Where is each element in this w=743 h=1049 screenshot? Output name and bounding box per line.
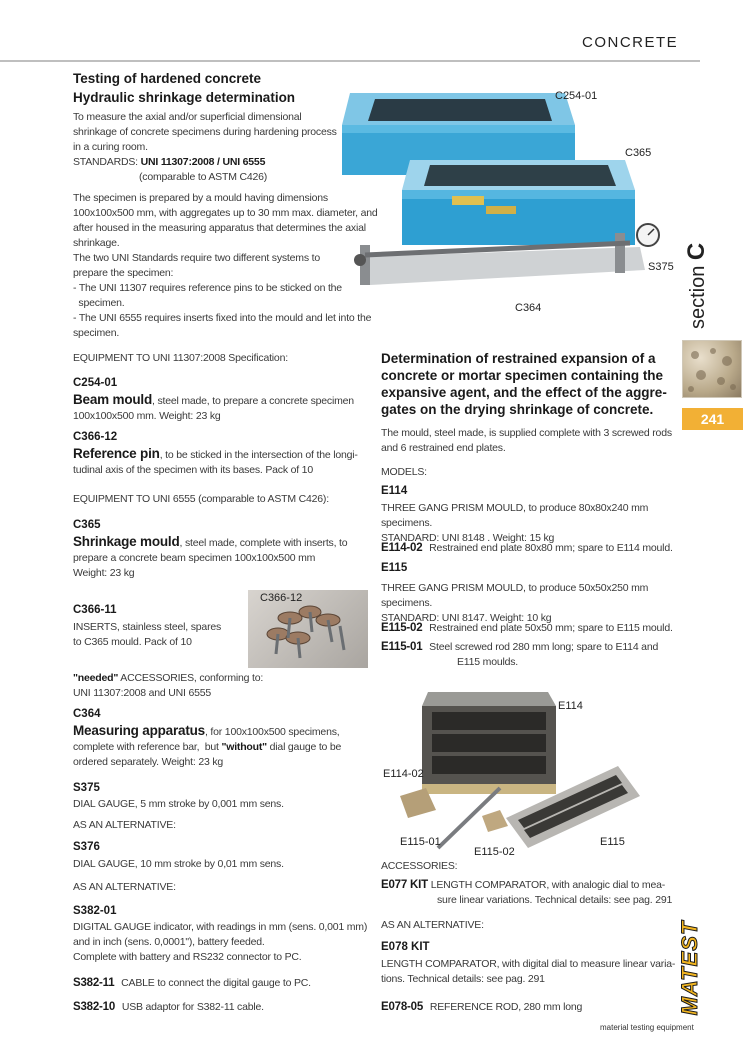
- label-c365: C365: [625, 147, 652, 159]
- code-e115: E115: [381, 562, 408, 574]
- desc-e078-line: LENGTH COMPARATOR, with digital dial to measure linear varia-: [381, 958, 676, 970]
- desc-s382-11: CABLE to connect the digital gauge to PC.: [121, 977, 311, 989]
- desc-s382-01-line: Complete with battery and RS232 connector to PC.: [73, 951, 302, 963]
- pin-photo-label: C366-12: [260, 592, 303, 604]
- desc-line: shrinkage.: [73, 237, 120, 249]
- section-thumbnail: [682, 340, 742, 398]
- code-s382-01: S382-01: [73, 905, 117, 917]
- right-desc-line: The mould, steel made, is supplied complete with 3 screwed rods: [381, 427, 672, 439]
- desc-e114: [381, 501, 681, 546]
- code-c366-12: C366-12: [73, 431, 118, 443]
- item-c364: [73, 723, 378, 770]
- item-s382-10: [73, 1000, 264, 1015]
- item-c254: [73, 392, 373, 424]
- desc-e115-02: Restrained end plate 50x50 mm; spare to E115 mould.: [429, 622, 673, 634]
- desc-c366-12-2: tudinal axis of the specimen with its bases. Pack of 10: [73, 464, 313, 476]
- desc-e114-line: STANDARD: UNI 8148 . Weight: 15 kg: [381, 532, 555, 544]
- desc-line: The specimen is prepared by a mould having dimensions: [73, 192, 328, 204]
- name-c365: Shrinkage mould: [73, 534, 180, 549]
- desc-s376: DIAL GAUGE, 10 mm stroke by 0,01 mm sens.: [73, 858, 284, 870]
- desc-e115-line: STANDARD: UNI 8147. Weight: 10 kg: [381, 612, 552, 624]
- intro-line: in a curing room.: [73, 141, 148, 153]
- name-c366-12: Reference pin: [73, 446, 160, 461]
- prism-moulds-image: [378, 688, 668, 860]
- desc-line: prepare the specimen:: [73, 267, 174, 279]
- label-c364: C364: [515, 302, 542, 314]
- item-s382-11: [73, 976, 311, 991]
- code-e115-02: E115-02: [381, 622, 423, 634]
- desc-e078-05: REFERENCE ROD, 280 mm long: [429, 1001, 583, 1013]
- right-heading-line: expansive agent, and the effect of the aggre-: [381, 385, 667, 400]
- right-heading: [381, 350, 681, 418]
- name-c364: Measuring apparatus: [73, 723, 205, 738]
- item-c366-12: [73, 446, 373, 478]
- item-e115-01: [381, 640, 681, 670]
- code-e114-02: E114-02: [381, 542, 423, 554]
- desc-line: after housed in the measuring apparatus that determines the axial: [73, 222, 366, 234]
- intro-text: [73, 110, 373, 185]
- page-number-tab: [682, 408, 743, 430]
- intro-line: shrinkage of concrete specimens during hardening process: [73, 126, 337, 138]
- right-heading-line: Determination of restrained expansion of a: [381, 351, 656, 366]
- desc-c364: , for 100x100x500 specimens,: [205, 726, 340, 738]
- section-label: [683, 219, 711, 329]
- desc-e114-line: THREE GANG PRISM MOULD, to produce 80x80x240 mm specimens.: [381, 502, 649, 529]
- code-e114: E114: [381, 485, 408, 497]
- desc-line: - The UNI 6555 requires inserts fixed into the mould and let into the specimen.: [73, 312, 372, 339]
- desc-e077-2: sure linear variations. Technical details: see pag. 291: [437, 894, 673, 906]
- desc-c365-2: prepare a concrete beam specimen 100x100x500 mm: [73, 552, 316, 564]
- accessories-label: ACCESSORIES:: [381, 860, 458, 872]
- desc-s382-01-line: DIGITAL GAUGE indicator, with readings in mm (sens. 0,001 mm): [73, 921, 368, 933]
- label-e114-02: E114-02: [383, 768, 424, 780]
- header-title: CONCRETE: [582, 34, 679, 51]
- desc-s382-01: [73, 920, 378, 965]
- desc-c366-11: INSERTS, stainless steel, spares: [73, 621, 222, 633]
- desc-e115: [381, 581, 681, 626]
- item-c366-11: [73, 620, 253, 650]
- name-c254: Beam mould: [73, 392, 153, 407]
- code-c254: C254-01: [73, 377, 118, 389]
- pins-photo: [248, 590, 368, 668]
- desc-c365: , steel made, complete with inserts, to: [179, 537, 348, 549]
- desc-line: The two UNI Standards require two different systems to: [73, 252, 320, 264]
- desc-c254: , steel made, to prepare a concrete specimen: [152, 395, 354, 407]
- footer-text: material testing equipment: [600, 1023, 694, 1032]
- desc-line: 100x100x500 mm, with aggregates up to 30 mm max. diameter, and: [73, 207, 378, 219]
- label-c254: C254-01: [555, 90, 598, 102]
- code-e077: E077 KIT: [381, 879, 428, 891]
- desc-e115-01-2: E115 moulds.: [457, 656, 519, 668]
- right-desc-line: and 6 restrained end plates.: [381, 442, 506, 454]
- desc-line: specimen.: [73, 297, 125, 309]
- code-e078-05: E078-05: [381, 1001, 424, 1013]
- heading-testing: Testing of hardened concrete: [73, 71, 262, 86]
- code-c366-11: C366-11: [73, 604, 117, 616]
- desc-c254-2: 100x100x500 mm. Weight: 23 kg: [73, 410, 221, 422]
- intro-line: To measure the axial and/or superficial dimensional: [73, 111, 302, 123]
- brand-plate: [452, 196, 484, 205]
- label-e115: E115: [600, 836, 625, 848]
- desc-s382-10: USB adaptor for S382-11 cable.: [121, 1001, 264, 1013]
- standards-line: [73, 155, 373, 170]
- desc-e114-02: Restrained end plate 80x80 mm; spare to E114 mould.: [429, 542, 673, 554]
- concrete-sample-icon: [683, 341, 741, 397]
- desc-c364-2b: dial gauge to be: [266, 741, 342, 753]
- desc-e077: LENGTH COMPARATOR, with analogic dial to mea-: [430, 879, 666, 891]
- code-e078: E078 KIT: [381, 941, 430, 953]
- item-e115-02: [381, 621, 673, 636]
- item-c365: [73, 534, 373, 581]
- desc-line: - The UNI 11307 requires reference pins to be sticked on the: [73, 282, 342, 294]
- description-text: [73, 191, 418, 341]
- right-heading-line: gates on the drying shrinkage of concrete.: [381, 402, 654, 417]
- desc-c364-2a: complete with reference bar, but: [73, 741, 222, 753]
- section-letter: C: [683, 242, 710, 261]
- label-e115-01: E115-01: [400, 836, 441, 848]
- heading-shrinkage: Hydraulic shrinkage determination: [73, 90, 296, 105]
- standards-value: UNI 11307:2008 / UNI 6555: [140, 156, 266, 168]
- header-bar: [0, 60, 700, 62]
- desc-c365-3: Weight: 23 kg: [73, 567, 135, 579]
- alternative-1: AS AN ALTERNATIVE:: [73, 819, 176, 831]
- alternative-2: AS AN ALTERNATIVE:: [73, 881, 176, 893]
- item-e114-02: [381, 541, 673, 556]
- code-c364: C364: [73, 708, 101, 720]
- needed-standards: UNI 11307:2008 and UNI 6555: [73, 687, 212, 699]
- models-label: MODELS:: [381, 466, 427, 478]
- desc-c364-3: ordered separately. Weight: 23 kg: [73, 756, 224, 768]
- code-c365: C365: [73, 519, 101, 531]
- needed-rest: ACCESSORIES, conforming to:: [118, 672, 264, 684]
- code-e115-01: E115-01: [381, 641, 423, 653]
- equipment-11307: EQUIPMENT TO UNI 11307:2008 Specification:: [73, 352, 288, 364]
- desc-s375: DIAL GAUGE, 5 mm stroke by 0,001 mm sens.: [73, 798, 284, 810]
- right-desc: [381, 426, 681, 456]
- section-tab: [676, 220, 716, 330]
- right-heading-line: concrete or mortar specimen containing the: [381, 368, 664, 383]
- desc-c366-11-2: to C365 mould. Pack of 10: [73, 636, 192, 648]
- standards-note: (comparable to ASTM C426): [139, 171, 268, 183]
- label-e115-02: E115-02: [474, 846, 515, 858]
- code-s382-10: S382-10: [73, 1001, 116, 1013]
- label-s375: S375: [648, 261, 674, 273]
- needed-accessories: [73, 671, 373, 701]
- code-s376: S376: [73, 841, 100, 853]
- code-s375: S375: [73, 782, 100, 794]
- page-number: 241: [700, 411, 725, 427]
- desc-s382-01-line: and in inch (sens. 0,0001"), battery feeded.: [73, 936, 265, 948]
- item-e078-05: [381, 1000, 582, 1015]
- standards-label: STANDARDS:: [73, 156, 138, 168]
- without-word: "without": [221, 741, 267, 753]
- needed-word: "needed": [73, 672, 119, 684]
- item-e077: [381, 878, 681, 908]
- code-s382-11: S382-11: [73, 977, 115, 989]
- alternative-right: AS AN ALTERNATIVE:: [381, 919, 484, 931]
- brand-logo-text: MATEST: [677, 920, 702, 1016]
- section-word: section: [687, 265, 709, 329]
- desc-c366-12: , to be sticked in the intersection of the longi-: [159, 449, 358, 461]
- desc-e115-line: THREE GANG PRISM MOULD, to produce 50x50x250 mm specimens.: [381, 582, 649, 609]
- label-e114: E114: [558, 700, 583, 712]
- desc-e115-01: Steel screwed rod 280 mm long; spare to E114 and: [429, 641, 659, 653]
- equipment-6555: EQUIPMENT TO UNI 6555 (comparable to ASTM C426):: [73, 493, 329, 505]
- desc-e078: [381, 957, 681, 987]
- desc-e078-line: tions. Technical details: see pag. 291: [381, 973, 545, 985]
